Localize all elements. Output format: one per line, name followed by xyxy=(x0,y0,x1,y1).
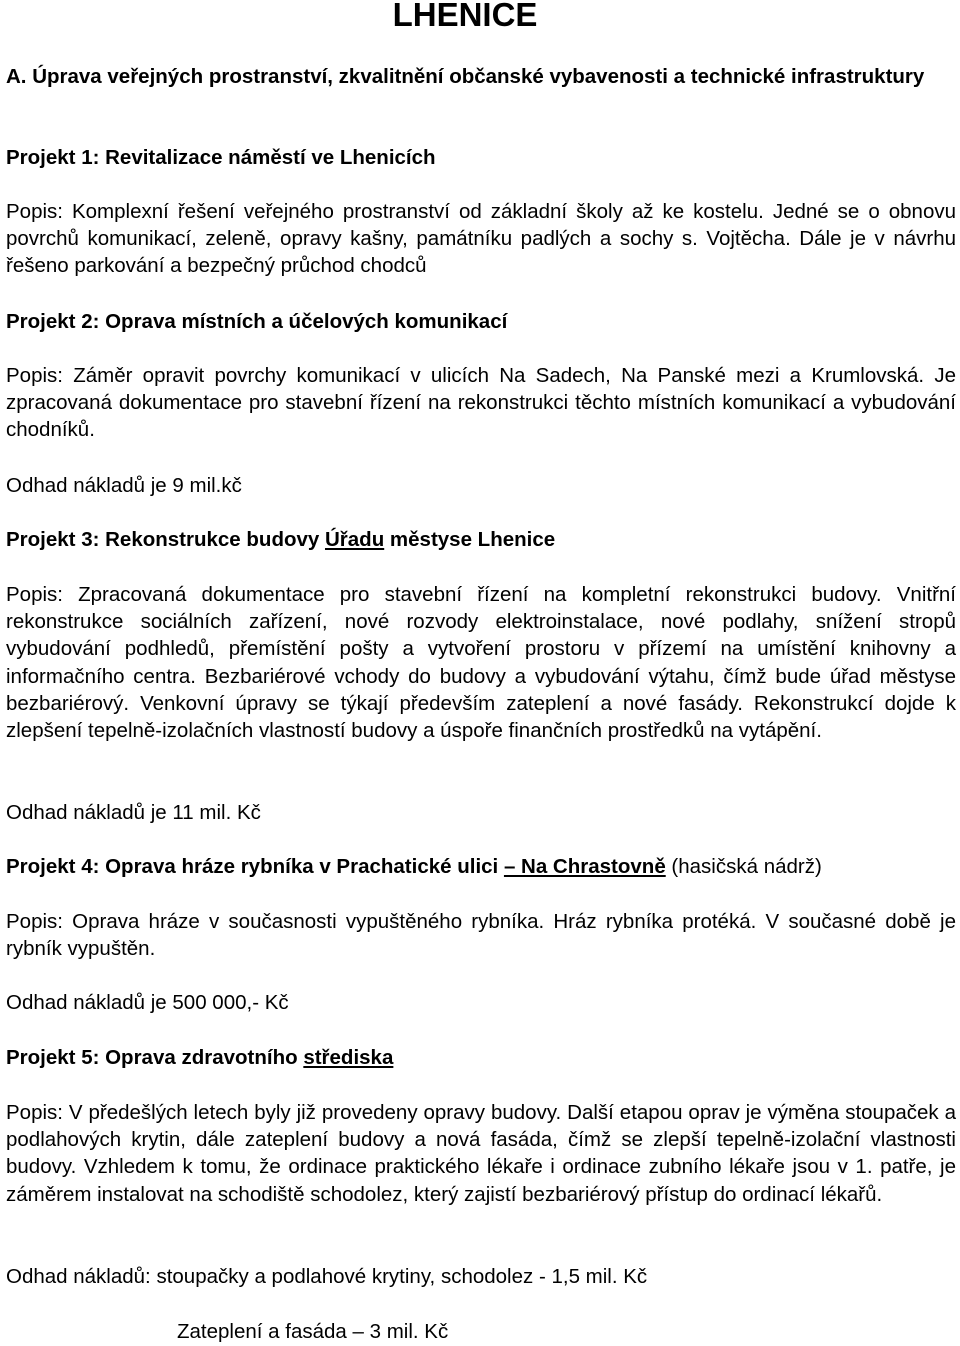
project-4-cost: Odhad nákladů je 500 000,- Kč xyxy=(6,991,289,1014)
project-4-heading xyxy=(6,853,956,880)
project-3-heading-underlined: Úřadu xyxy=(324,528,385,551)
project-5-heading-underlined: střediska xyxy=(303,1046,394,1069)
project-2-heading: Projekt 2: Oprava místních a účelových komunikací xyxy=(6,310,508,333)
project-5-cost-extra: Zateplení a fasáda – 3 mil. Kč xyxy=(177,1320,449,1343)
project-5-heading-prefix: Projekt 5: Oprava zdravotního xyxy=(6,1046,304,1069)
project-3-heading-suffix: městyse Lhenice xyxy=(384,528,556,551)
project-4-heading-underlined: – Na Chrastovně xyxy=(503,855,666,878)
project-3-heading-prefix: Projekt 3: Rekonstrukce budovy xyxy=(6,528,325,551)
project-5-heading xyxy=(6,1044,956,1071)
project-1-description: Popis: Komplexní řešení veřejného prostranství od základní školy až ke kostelu. Jedné se o obnovu povrchů komunikací, zeleně, opravy kašny, památníku padlých a sochy s. Vojtěcha. Dále je v návrhu řešeno parkování a bezpečný průchod chodců xyxy=(6,200,956,278)
project-4-heading-prefix: Projekt 4: Oprava hráze rybníka v Prachatické ulici xyxy=(6,855,504,878)
project-5-cost: Odhad nákladů: stoupačky a podlahové krytiny, schodolez - 1,5 mil. Kč xyxy=(6,1265,648,1288)
project-5-description: Popis: V předešlých letech byly již provedeny opravy budovy. Další etapou oprav je výměna stoupaček a podlahových krytin, dále zateplení budovy a nová fasáda, čímž se zlepší tepelně-izolační vlastnosti budovy. Vzhledem k tomu, že ordinace praktického lékaře i ordinace zubního lékaře jsou v 1. patře, je záměrem instalovat na schodiště schodolez, který zajistí bezbariérový přístup do ordinací lékařů. xyxy=(6,1101,956,1206)
project-4-description: Popis: Oprava hráze v současnosti vypuštěného rybníka. Hráz rybníka protéká. V současné době je rybník vypuštěn. xyxy=(6,910,956,961)
project-3-cost: Odhad nákladů je 11 mil. Kč xyxy=(6,801,261,824)
section-heading: A. Úprava veřejných prostranství, zkvalitnění občanské vybavenosti a technické infrastruktury xyxy=(6,65,925,88)
project-1-heading: Projekt 1: Revitalizace náměstí ve Lhenicích xyxy=(6,146,436,169)
project-2-cost: Odhad nákladů je 9 mil.kč xyxy=(6,474,242,497)
project-4-heading-note: (hasičská nádrž) xyxy=(665,855,822,878)
project-2-description: Popis: Záměr opravit povrchy komunikací v ulicích Na Sadech, Na Panské mezi a Krumlovská. Je zpracovaná dokumentace pro stavební řízení na rekonstrukci těchto místních komunikací a vybudování chodníků. xyxy=(6,364,956,442)
project-3-heading xyxy=(6,526,956,553)
project-3-description: Popis: Zpracovaná dokumentace pro stavební řízení na kompletní rekonstrukci budovy. Vnitřní rekonstrukce sociálních zařízení, nové rozvody elektroinstalace, nové podlahy, snížení stropů vybudování podhledů, přemístění pošty a vytvoření prostoru v přízemí na umístění knihovny a informačního centra. Bezbariérové vchody do budovy a vybudování výtahu, čímž bude úřad městyse bezbariérový. Venkovní úpravy se týkají především zateplení a nové fasády. Rekonstrukcí dojde k zlepšení tepelně-izolačních vlastností budovy a úspoře finančních prostředků na vytápění. xyxy=(6,583,956,743)
page-title: LHENICE xyxy=(392,0,538,33)
